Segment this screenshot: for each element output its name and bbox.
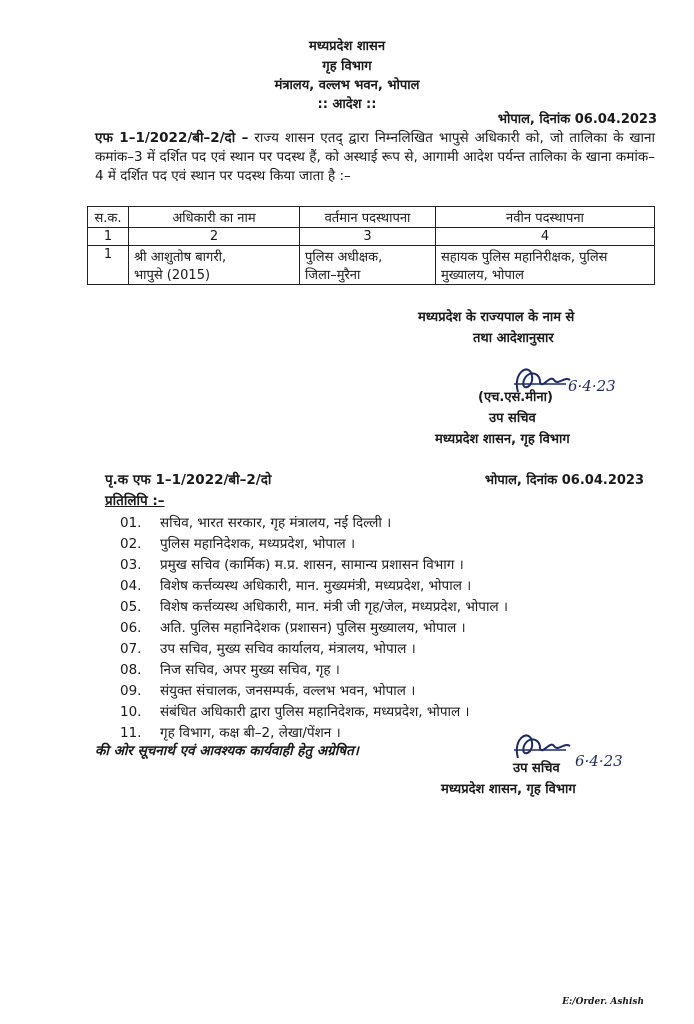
cell-officer-name (129, 246, 300, 285)
new-post-line2: मुख्यालय, भोपाल (441, 268, 524, 283)
cell-sno: 1 (88, 246, 129, 285)
item-number: 07. (120, 641, 142, 657)
order-place-date: भोपाल, दिनांक 06.04.2023 (497, 112, 657, 127)
signatory-department: मध्यप्रदेश शासन, गृह विभाग (435, 432, 570, 447)
item-number: 10. (120, 704, 142, 720)
department-name: गृह विभाग (322, 59, 372, 74)
order-paragraph (95, 129, 655, 186)
list-item (120, 597, 508, 615)
current-post: पुलिस अधीक्षक, (305, 250, 383, 265)
item-text: विशेष कर्त्तव्यस्थ अधिकारी, मान. मंत्री जी गृह/जेल, मध्यप्रदेश, भोपाल । (160, 599, 509, 615)
item-number: 08. (120, 662, 142, 678)
item-text: गृह विभाग, कक्ष बी–2, लेखा/पेंशन । (160, 725, 341, 741)
cell-current-posting (300, 246, 436, 285)
item-text: संबंधित अधिकारी द्वारा पुलिस महानिदेशक, मध्यप्रदेश, भोपाल । (160, 704, 470, 720)
cell-new-posting (436, 246, 655, 285)
col-number: 4 (436, 228, 655, 246)
list-item (120, 660, 340, 678)
table-header-row (88, 207, 655, 228)
endorsement-number: पृ.क एफ 1–1/2022/बी–2/दो (105, 472, 272, 488)
list-item (120, 618, 466, 636)
col-header-name: अधिकारी का नाम (129, 207, 300, 228)
item-text: अति. पुलिस महानिदेशक (प्रशासन) पुलिस मुख्यालय, भोपाल । (160, 620, 466, 636)
officer-name: श्री आशुतोष बागरी, (134, 250, 227, 265)
col-number: 3 (300, 228, 436, 246)
list-item (120, 576, 471, 594)
list-item (120, 639, 416, 657)
posting-table (87, 206, 655, 285)
item-number: 02. (120, 536, 142, 552)
officer-service: भापुसे (2015) (134, 268, 211, 283)
col-header-new: नवीन पदस्थापना (436, 207, 655, 228)
signatory-name: (एच.एस.मीना) (478, 390, 553, 405)
file-reference: E:/Order. Ashish (562, 997, 644, 1007)
col-number: 2 (129, 228, 300, 246)
col-number: 1 (88, 228, 129, 246)
forwarding-note: की ओर सूचनार्थ एवं आवश्यक कार्यवाही हेतु अग्रेषित। (95, 743, 359, 759)
col-header-current: वर्तमान पदस्थापना (300, 207, 436, 228)
signatory-designation: उप सचिव (489, 411, 536, 426)
item-number: 11. (120, 725, 142, 741)
current-place: जिला–मुरैना (305, 268, 361, 283)
endorsement-department: मध्यप्रदेश शासन, गृह विभाग (441, 782, 576, 797)
item-text: विशेष कर्त्तव्यस्थ अधिकारी, मान. मुख्यमंत्री, मध्यप्रदेश, भोपाल । (160, 578, 472, 594)
order-title: :: आदेश :: (317, 97, 377, 112)
govt-name: मध्यप्रदेश शासन (308, 39, 386, 54)
col-header-sno: स.क. (88, 207, 129, 228)
endorsement-designation: उप सचिव (513, 761, 560, 776)
item-number: 09. (120, 683, 142, 699)
list-item (120, 723, 341, 741)
list-item (120, 702, 470, 720)
item-number: 03. (120, 557, 142, 573)
authority-line1: मध्यप्रदेश के राज्यपाल के नाम से (418, 310, 575, 325)
endorsement-place-date: भोपाल, दिनांक 06.04.2023 (484, 473, 644, 488)
list-item (120, 681, 415, 699)
item-text: सचिव, भारत सरकार, गृह मंत्रालय, नई दिल्ली । (160, 515, 392, 531)
list-item (120, 534, 355, 552)
table-row (88, 246, 655, 285)
item-text: निज सचिव, अपर मुख्य सचिव, गृह । (160, 662, 340, 678)
list-item (120, 513, 391, 531)
order-number: एफ 1–1/2022/बी–2/दो – (95, 130, 249, 146)
authority-line2: तथा आदेशानुसार (473, 331, 554, 346)
item-text: प्रमुख सचिव (कार्मिक) म.प्र. शासन, सामान्य प्रशासन विभाग । (160, 557, 464, 573)
item-number: 06. (120, 620, 142, 636)
table-colnum-row (88, 228, 655, 246)
new-post-line1: सहायक पुलिस महानिरीक्षक, पुलिस (441, 250, 608, 265)
item-text: पुलिस महानिदेशक, मध्यप्रदेश, भोपाल । (160, 536, 356, 552)
list-item (120, 555, 464, 573)
item-text: उप सचिव, मुख्य सचिव कार्यालय, मंत्रालय, भोपाल । (160, 641, 416, 657)
office-address: मंत्रालय, वल्लभ भवन, भोपाल (274, 78, 420, 93)
signature-2-date: 6·4·23 (575, 752, 623, 770)
item-number: 04. (120, 578, 142, 594)
item-number: 05. (120, 599, 142, 615)
item-number: 01. (120, 515, 142, 531)
order-body: राज्य शासन एतद् द्वारा निम्नलिखित भापुसे अधिकारी को, जो तालिका के खाना कमांक–3 में दर्शित पद एवं स्थान पर पदस्थ हैं, को अस्थाई रूप से, आगामी आदेश पर्यन्त तालिका के खाना कमांक–4 में दर्शित पद एवं स्थान पर पदस्थ किया जाता है :– (95, 130, 655, 184)
item-text: संयुक्त संचालक, जनसम्पर्क, वल्लभ भवन, भोपाल । (160, 683, 416, 699)
copy-label: प्रतिलिपि :– (105, 493, 165, 509)
signature-1-date: 6·4·23 (568, 377, 616, 395)
